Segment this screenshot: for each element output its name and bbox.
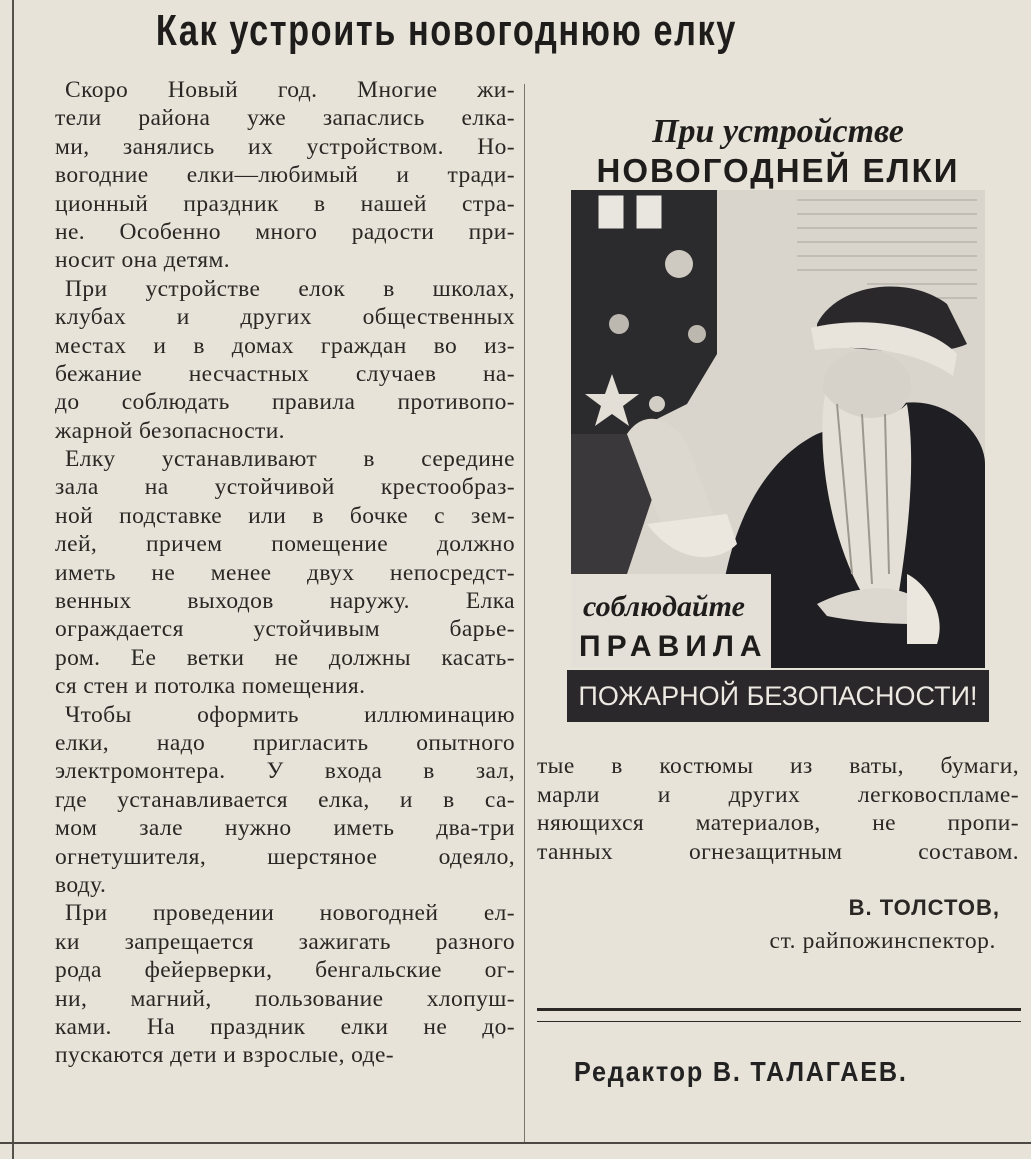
text-line: воду. xyxy=(55,871,107,898)
article-title: Как устроить новогоднюю елку xyxy=(155,6,737,55)
text-line: тели района уже запаслись елка- xyxy=(55,105,515,132)
text-line: рода фейерверки, бенгальские ог- xyxy=(55,957,515,984)
text-line: ми, занялись их устройством. Но- xyxy=(55,133,515,160)
poster-line-1: При устройстве xyxy=(652,113,904,150)
text-line: танных огнезащитным составом. xyxy=(537,838,1019,865)
bottom-page-rule xyxy=(0,1142,1031,1144)
text-line: венных выходов наружу. Елка xyxy=(55,588,515,615)
article-body-column-2 xyxy=(537,752,1019,866)
text-line: бежание несчастных случаев на- xyxy=(55,360,515,387)
text-line: ни, магний, пользование хлопуш- xyxy=(55,985,515,1012)
author-name: В. ТОЛСТОВ, xyxy=(848,895,1000,920)
text-line: не. Особенно много радости при- xyxy=(55,218,515,245)
editor-separator-rule xyxy=(537,1008,1021,1022)
text-line: елки, надо пригласить опытного xyxy=(55,729,515,756)
text-line: лей, причем помещение должно xyxy=(55,531,515,558)
poster-line-2: НОВОГОДНЕЙ ЕЛКИ xyxy=(596,152,960,189)
column-separator xyxy=(524,84,525,1144)
text-line: вогодние елки—любимый и тради- xyxy=(55,162,515,189)
text-line: до соблюдать правила противопо- xyxy=(55,389,515,416)
text-line: Скоро Новый год. Многие жи- xyxy=(65,77,515,103)
text-line: Чтобы оформить иллюминацию xyxy=(65,701,515,728)
text-line: ционный праздник в нашей стра- xyxy=(55,190,515,217)
text-line: ограждается устойчивым барье- xyxy=(55,616,515,643)
text-line: зала на устойчивой крестообраз- xyxy=(55,474,515,501)
left-page-rule xyxy=(12,0,14,1159)
text-line: клубах и других общественных xyxy=(55,304,515,331)
text-line: няющихся материалов, не пропи- xyxy=(537,810,1019,837)
poster-line-4: ПРАВИЛА xyxy=(579,630,768,663)
text-line: местах и в домах граждан во из- xyxy=(55,332,515,359)
text-line: иметь не менее двух непосредст- xyxy=(55,559,515,586)
text-line: марли и других легковоспламе- xyxy=(537,781,1019,808)
text-line: жарной безопасности. xyxy=(55,417,285,444)
editor-line: Редактор В. ТАЛАГАЕВ. xyxy=(574,1056,908,1087)
article-body-column-1 xyxy=(55,76,515,1070)
fire-safety-poster xyxy=(567,104,989,724)
text-line: ром. Ее ветки не должны касать- xyxy=(55,644,515,671)
text-line: огнетушителя, шерстяное одеяло, xyxy=(55,843,515,870)
text-line: При устройстве елок в школах, xyxy=(65,275,515,302)
text-line: пускаются дети и взрослые, оде- xyxy=(55,1042,395,1069)
poster-line-5: ПОЖАРНОЙ БЕЗОПАСНОСТИ! xyxy=(578,681,978,711)
text-line: тые в костюмы из ваты, бумаги, xyxy=(537,753,1019,779)
text-line: Елку устанавливают в середине xyxy=(65,446,515,473)
text-line: ками. На праздник елки не до- xyxy=(55,1013,515,1040)
text-line: где устанавливается елка, и в са- xyxy=(55,786,515,813)
text-line: ки запрещается зажигать разного xyxy=(55,928,515,955)
poster-line-3: соблюдайте xyxy=(583,590,745,623)
author-title: ст. райпожинспектор. xyxy=(769,928,996,954)
text-line: ся стен и потолка помещения. xyxy=(55,673,366,700)
text-line: При проведении новогодней ел- xyxy=(65,900,515,927)
text-line: носит она детям. xyxy=(55,247,230,274)
text-line: электромонтера. У входа в зал, xyxy=(55,758,515,785)
text-line: мом зале нужно иметь два-три xyxy=(55,815,515,842)
text-line: ной подставке или в бочке с зем- xyxy=(55,502,515,529)
